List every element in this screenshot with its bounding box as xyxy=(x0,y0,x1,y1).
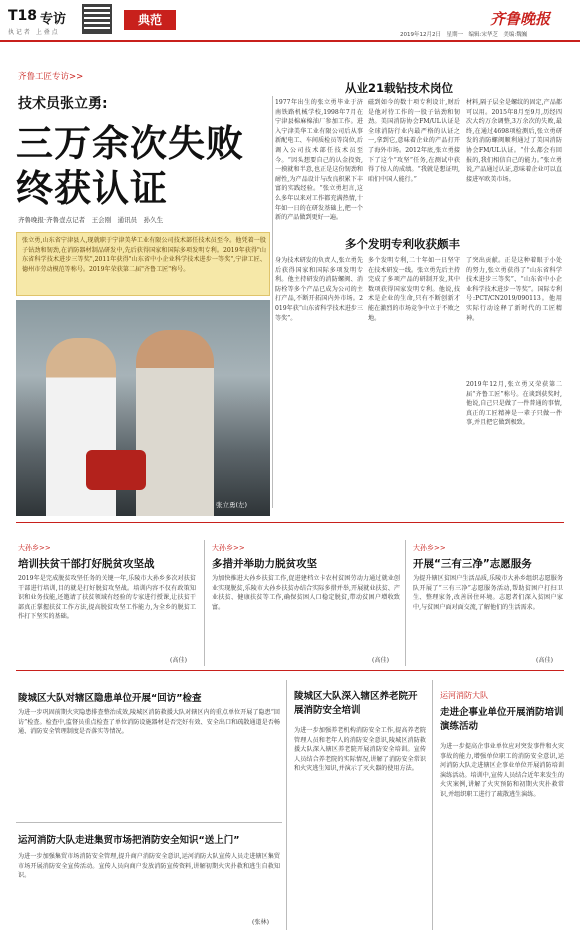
qr-code-icon xyxy=(82,4,112,34)
lead-column-1: 1977年出生的张立勇毕业于济南铁路机械学校,1998年7月在宁津县棉麻棉油厂参加工作。进入宁津美华工业有限公司后从事新配电工、车间质检员等岗位,后调入公司技术部任技术员至今。“因头想要自己的认金投资,一摸就和半意,也正是这份韧劲和耐性,为产品设计与改良积累下丰富的实践经验。“张立勇坦言,这么多年以来对工作都充满热情,十年如一日的在研发基础上,把一个新的产品做到更好一遍。 xyxy=(275,99,363,222)
channel-tag: 典范 xyxy=(124,10,176,30)
story4-kicker: 运河消防大队 xyxy=(440,691,488,700)
page-number: T18 xyxy=(8,8,38,24)
lead-column-7: 2019年12月,张立勇又荣获第二届“齐鲁工匠”称号。在谈到获奖时,他说,自己只是做了一件普通的事情,真正的工匠精神是一辈子只做一件事,并且把它做到极致。 xyxy=(466,381,562,427)
story4-text: 为进一步提高企事业单位应对突发事件和火灾事故的能力,增强单位职工的消防安全意识,运河消防大队走进辖区企事业单位开展消防培训演练活动。培训中,宣传人员结合近年来发生的火灾案例,讲解了火灾预防和初期火灾扑救常识,并组织职工进行了疏散逃生演练。 xyxy=(440,743,564,798)
brief2-kicker: 大孙乡>> xyxy=(212,544,245,552)
story1-title: 陵城区大队对辖区隐患单位开展“回访”检查 xyxy=(18,693,202,704)
photo-red-valve xyxy=(86,450,146,490)
brief3-kicker: 大孙乡>> xyxy=(413,544,446,552)
brief-divider-1 xyxy=(204,540,205,666)
story2-text: 为进一步加强集贸市场消防安全管理,提升商户消防安全意识,运河消防大队宣传人员走进辖区集贸市场开展消防安全宣传活动。宣传人员向商户发放消防宣传资料,讲解初期火灾扑救和逃生自救知识。 xyxy=(18,853,280,880)
brief1-text: 2019年是完成脱贫攻坚任务的关键一年,乐陵市大孙乡多次对扶贫干部进行培训,目的就是打好脱贫攻坚战。培训内容不仅有政策知识和业务技能,还邀请了扶贫领域有经验的专家进行授课,让扶贫干部真正掌握扶贫工作方法,提高脱贫攻坚工作能力,为全乡的脱贫工作打下坚实的基础。 xyxy=(18,575,196,621)
bio-text: 张立勇,山东省宁津县人,现就职于宁津美华工业有限公司技术部任技术员至今。他凭着一股子钻劲和韧劲,在消防器材制品研发中,先后获得国家和国际多项发明专利。2019年获得"山东省科学技术进步三等奖",2011年获得"山东省中小企业科学技术进步一等奖",宁津工匠、德州市劳动模范等称号。2019年荣获第二届"齐鲁工匠"称号。 xyxy=(22,237,266,273)
brief1-kicker: 大孙乡>> xyxy=(18,544,51,552)
story4-title: 走进企事业单位开展消防培训演练活动 xyxy=(440,707,564,732)
photo-person-right xyxy=(136,330,214,516)
section-heading-2: 多个发明专利收获颇丰 xyxy=(345,237,460,251)
lead-column-6: 了突出贡献。正是这种着眼于小处的努力,张立勇获得了“山东省科学技术进步三等奖”、“山东省中小企业科学技术进步一等奖”。国际专利号:PCT/CN2019/090113。他用实际行动诠释了新时代的工匠精神。 xyxy=(466,257,562,322)
story2-title: 运河消防大队走进集贸市场把消防安全知识“送上门” xyxy=(18,835,240,846)
story3-text: 为进一步加强养老机构消防安全工作,提高养老院管理人员和老年人的消防安全意识,陵城区消防救援大队深入辖区养老院开展消防安全培训。宣传人员结合养老院的实际情况,讲解了消防安全常识和火灾逃生知识,并演示了灭火器的使用方法。 xyxy=(294,727,426,773)
lead-column-5: 多个发明专利,二十年如一日坚守在技术研发一线。张立勇先后主持完成了多项产品的研制开发,其中数项获得国家发明专利。他说,技术是企业的生命,只有不断创新才能在激烈的市场竞争中立于不败之地。 xyxy=(368,257,460,322)
lead-column-2: 磁到如今的数十项专利设计,财后是他对待工作的一股子钻劲和韧劲。美国消防协会FM/UL认证是全球消防行业内最严格的认证之一,拿到它,意味着企业的产品打开了海外市场。2012年底,张立勇接下了这个“攻坚”任务,在测试中获得了惊人的成绩。“我就是想证明,咱们中国人能行。” xyxy=(368,99,460,183)
bottom-divider-2 xyxy=(432,680,433,930)
story3-title: 陵城区大队深入辖区养老院开展消防安全培训 xyxy=(294,691,418,716)
lead-title-line1: 三万余次失败 xyxy=(16,122,244,165)
photo-caption: 张立勇(左) xyxy=(216,501,248,509)
dateline: 2019年12月2日 星期一 编辑:宋华芝 美编:魏巍 xyxy=(400,32,528,38)
lead-title-line2: 终获认证 xyxy=(16,167,168,210)
section-heading-1: 从业21载钻技术岗位 xyxy=(345,81,454,95)
lead-kicker: 齐鲁工匠专访>> xyxy=(18,72,84,82)
lead-byline: 齐鲁晚报·齐鲁壹点记者 王会刚 通讯员 孙久生 xyxy=(18,216,164,224)
story1-rule xyxy=(16,822,282,823)
brief1-author: (高佳) xyxy=(170,657,187,664)
section-sub: 执 记 者 上 叠 点 xyxy=(8,29,58,36)
lead-subtitle: 技术员张立勇: xyxy=(18,96,108,112)
middle-bottom-rule xyxy=(16,670,564,671)
brief2-title: 多措并举助力脱贫攻坚 xyxy=(212,558,317,570)
lead-column-4: 身为技术研发的负责人,张立勇先后获得国家和国际多项发明专利。他主持研发的消防螺阀、消防栓等多个产品已成为公司的主打产品,不断开拓国内外市场。2019年获“山东省科学技术进步三等奖”。 xyxy=(275,257,363,322)
brief3-title: 开展“三有三净”志愿服务 xyxy=(413,558,532,570)
lead-bottom-rule xyxy=(16,522,564,523)
section-name: 专访 xyxy=(40,12,67,27)
story2-author: (张林) xyxy=(252,919,269,926)
bottom-divider-1 xyxy=(286,680,287,930)
brief2-text: 为加快推进大孙乡扶贫工作,促进建档立卡农村贫困劳动力通过就业创业实现脱贫,乐陵市大孙乡扶贫办结合实际多措并举,开展就业扶贫、产业扶贫、健康扶贫等工作,确保贫困人口稳定脱贫,带动贫困户增收致富。 xyxy=(212,575,400,611)
brief2-author: (高佳) xyxy=(372,657,389,664)
brief3-author: (高佳) xyxy=(536,657,553,664)
masthead-rule xyxy=(0,40,580,42)
brief-divider-2 xyxy=(405,540,406,666)
column-divider xyxy=(272,96,273,508)
brief3-text: 为提升辖区贫困户生活品质,乐陵市大孙乡组织志愿服务队开展了“三有三净”志愿服务活动,帮助贫困户打扫卫生、整理家务,改善居住环境。志愿者们深入贫困户家中,与贫困户面对面交流,了解他们的生活需求。 xyxy=(413,575,563,611)
brief1-title: 培训扶贫干部打好脱贫攻坚战 xyxy=(18,558,155,570)
masthead xyxy=(0,0,580,42)
story1-text: 为进一步巩固前期火灾隐患排查整治成效,陵城区消防救援大队对辖区内的重点单位开展了隐患“回访”检查。检查中,监督员重点检查了单位消防设施器材是否完好有效、安全出口和疏散通道是否畅通、消防安全管理制度是否落实等情况。 xyxy=(18,709,280,736)
lead-column-3: 材料,隔子层全是螺纹的固定,产品都可以用。2015年8月至9月,历经四次大约万余调整,3万余次的失败,最终,在通过4698项检测后,张立勇研发的消防螺阀顺利通过了美国消防协会FM/UL认证。“什么都会有回报的,我们相信自己的能力。”张立勇说,产品通过认证,意味着企业可以直接进军欧美市场。 xyxy=(466,99,562,183)
newspaper-logo: 齐鲁晚报 xyxy=(490,10,551,28)
lead-photo xyxy=(16,300,270,516)
